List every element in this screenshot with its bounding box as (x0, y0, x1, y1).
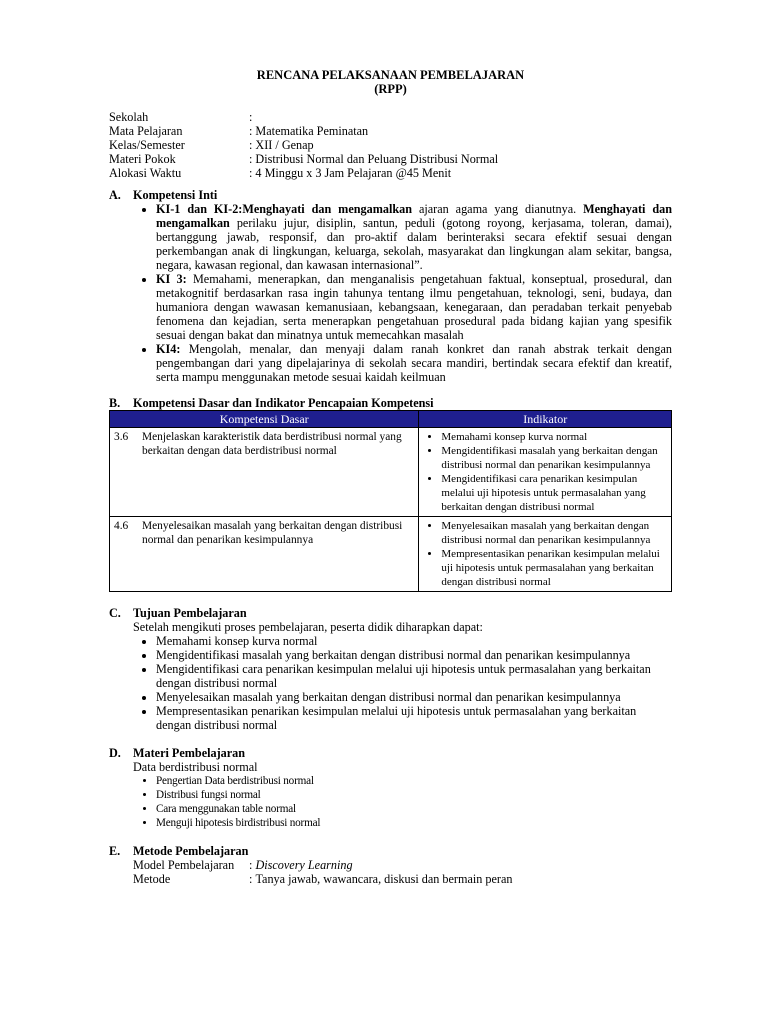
identity-label: Mata Pelajaran (109, 124, 183, 138)
identity-label: Kelas/Semester (109, 138, 185, 152)
identity-value: : XII / Genap (249, 138, 314, 152)
section-metode (109, 844, 672, 886)
ki-text: Mengolah, menalar, dan menyaji dalam ranah konkret dan ranah abstrak terkait dengan pengembangan dari yang dipelajarinya di sekolah secara mandiri, bertindak secara efektif dan kreatif, serta mampu menggunakan metode sesuai kaidah keilmuan (156, 342, 672, 384)
indikator-cell (419, 428, 672, 517)
section-letter: A. (109, 188, 121, 202)
ki-item (156, 272, 672, 342)
metode-separator: : (249, 858, 256, 872)
indikator-item: • Mempresentasikan penarikan kesimpulan melalui uji hipotesis untuk permasalahan yang berkaitan dengan distribusi normal (441, 547, 667, 589)
section-title: Metode Pembelajaran (133, 844, 249, 858)
ki-bold: KI-1 dan KI-2:Menghayati dan mengamalkan (156, 202, 412, 216)
section-letter: E. (109, 844, 121, 858)
section-title: Kompetensi Dasar dan Indikator Pencapaian Kompetensi (133, 396, 434, 410)
ki-bold: KI 3: (156, 272, 187, 286)
section-intro: Data berdistribusi normal (133, 760, 258, 774)
section-intro: Setelah mengikuti proses pembelajaran, peserta didik diharapkan dapat: (133, 620, 483, 634)
table-row (110, 517, 672, 592)
identity-value: : 4 Minggu x 3 Jam Pelajaran @45 Menit (249, 166, 452, 180)
kd-column-header: Kompetensi Dasar (110, 411, 419, 428)
metode-block (109, 858, 672, 886)
list-item: • Mengidentifikasi cara penarikan kesimpulan melalui uji hipotesis untuk permasalahan yang berkaitan dengan distribusi normal (156, 662, 672, 690)
indikator-item: • Mengidentifikasi cara penarikan kesimpulan melalui uji hipotesis untuk permasalahan yang berkaitan dengan distribusi normal (441, 472, 667, 514)
list-item: • Menyelesaikan masalah yang berkaitan dengan distribusi normal dan penarikan kesimpulannya (156, 690, 672, 704)
identity-label: Materi Pokok (109, 152, 176, 166)
indikator-column-header: Indikator (419, 411, 672, 428)
list-item: • Distribusi fungsi normal (156, 788, 672, 802)
section-tujuan (109, 606, 672, 732)
table-row (110, 428, 672, 517)
indikator-cell (419, 517, 672, 592)
kd-number: 4.6 (114, 520, 129, 532)
kd-table (109, 410, 672, 592)
ki-text: perilaku jujur, disiplin, santun, peduli (gotong royong, kerjasama, toleran, damai), bertanggung jawab, responsif, dan pro-aktif dalam berinteraksi secara efektif sesuai dengan perkembangan anak di lingkungan, keluarga, sekolah, masyarakat dan lingkungan alam sekitar, bangsa, negara, kawasan regional, dan kawasan internasional”. (156, 216, 672, 272)
identity-row (109, 124, 672, 138)
section-kompetensi-inti (109, 188, 672, 384)
kd-cell (110, 517, 419, 592)
section-title: Tujuan Pembelajaran (133, 606, 247, 620)
section-kompetensi-dasar (109, 396, 672, 592)
section-title: Materi Pembelajaran (133, 746, 246, 760)
kd-text: Menyelesaikan masalah yang berkaitan dengan distribusi normal dan penarikan kesimpulannya (142, 520, 403, 546)
ki-item (156, 202, 672, 272)
ki-bold: KI4: (156, 342, 181, 356)
kd-text: Menjelaskan karakteristik data berdistribusi normal yang berkaitan dengan data berdistribusi normal (142, 431, 402, 457)
materi-list (109, 774, 672, 830)
indikator-item: • Memahami konsep kurva normal (441, 430, 667, 444)
section-heading (109, 188, 672, 202)
identity-block (109, 110, 672, 180)
ki-bold: Menghayati dan mengamalkan (156, 202, 672, 230)
section-heading (109, 396, 672, 410)
section-materi (109, 746, 672, 830)
kd-table-header (110, 411, 672, 428)
list-item: • Cara menggunakan table normal (156, 802, 672, 816)
list-item: • Mempresentasikan penarikan kesimpulan melalui uji hipotesis untuk permasalahan yang berkaitan dengan distribusi normal (156, 704, 672, 732)
kd-number: 3.6 (114, 431, 129, 443)
identity-value: : Matematika Peminatan (249, 124, 369, 138)
metode-row (133, 858, 672, 872)
ki-text: ajaran agama yang dianutnya. (412, 202, 584, 216)
section-letter: D. (109, 746, 121, 760)
section-heading (109, 746, 672, 760)
identity-row (109, 138, 672, 152)
metode-value: Tanya jawab, wawancara, diskusi dan bermain peran (255, 872, 513, 886)
identity-value: : (249, 110, 253, 124)
indikator-list (423, 430, 667, 514)
list-item: • Memahami konsep kurva normal (156, 634, 672, 648)
title-line-1: RENCANA PELAKSANAAN PEMBELAJARAN (256, 68, 525, 82)
list-item: • Mengidentifikasi masalah yang berkaitan dengan distribusi normal dan penarikan kesimpulannya (156, 648, 672, 662)
identity-row (109, 110, 672, 124)
indikator-item: • Menyelesaikan masalah yang berkaitan dengan distribusi normal dan penarikan kesimpulannya (441, 519, 667, 547)
section-letter: C. (109, 606, 121, 620)
identity-value: : Distribusi Normal dan Peluang Distribusi Normal (249, 152, 499, 166)
kd-cell (110, 428, 419, 517)
list-item: • Pengertian Data berdistribusi normal (156, 774, 672, 788)
section-heading (109, 844, 672, 858)
metode-row (133, 872, 672, 886)
tujuan-list (109, 634, 672, 732)
indikator-list (423, 519, 667, 589)
section-title: Kompetensi Inti (133, 188, 218, 202)
metode-label: Metode (133, 872, 171, 886)
list-item: • Menguji hipotesis birdistribusi normal (156, 816, 672, 830)
identity-row (109, 152, 672, 166)
identity-label: Sekolah (109, 110, 149, 124)
rpp-document (109, 68, 672, 886)
section-heading (109, 606, 672, 620)
indikator-item: • Mengidentifikasi masalah yang berkaitan dengan distribusi normal dan penarikan kesimpulannya (441, 444, 667, 472)
identity-label: Alokasi Waktu (109, 166, 182, 180)
metode-value: Discovery Learning (255, 858, 353, 872)
document-title (109, 68, 672, 96)
metode-separator: : (249, 872, 256, 886)
metode-label: Model Pembelajaran (133, 858, 235, 872)
ki-list (109, 202, 672, 384)
ki-text: Memahami, menerapkan, dan menganalisis pengetahuan faktual, konseptual, prosedural, dan metakognitif berdasarkan rasa ingin tahunya tentang ilmu pengetahuan, teknologi, seni, budaya, dan humaniora dengan wawasan kemanusiaan, kebangsaan, kenegaraan, dan peradaban terkait penyebab fenomena dan kejadian, serta menerapkan pengetahuan prosedural pada bidang kajian yang spesifik sesuai dengan bakat dan minatnya untuk memecahkan masalah (156, 272, 672, 342)
title-line-2: (RPP) (374, 82, 407, 96)
ki-item (156, 342, 672, 384)
section-letter: B. (109, 396, 121, 410)
identity-row (109, 166, 672, 180)
